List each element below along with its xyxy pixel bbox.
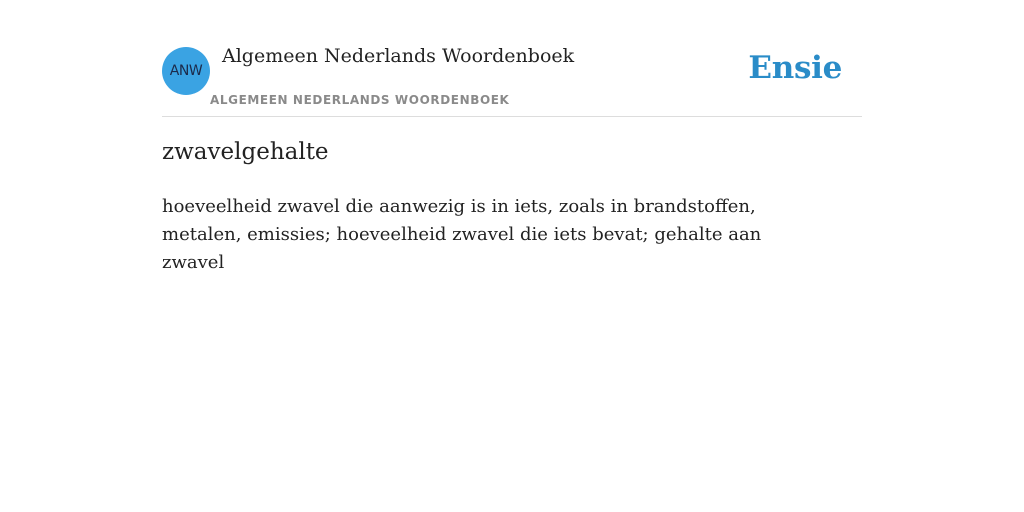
source-title[interactable]: Algemeen Nederlands Woordenboek <box>222 45 575 67</box>
ensie-logo-link[interactable]: Ensie <box>748 50 842 86</box>
anw-logo[interactable]: ANW <box>162 47 210 95</box>
source-header <box>162 0 862 117</box>
definition-text: hoeveelheid zwavel die aanwezig is in iets, zoals in brandstoffen, metalen, emissies; hoeveelheid zwavel die iets bevat; gehalte aan zwavel <box>162 196 762 273</box>
source-subtitle: ALGEMEEN NEDERLANDS WOORDENBOEK <box>210 93 510 107</box>
headword: zwavelgehalte <box>162 139 329 165</box>
